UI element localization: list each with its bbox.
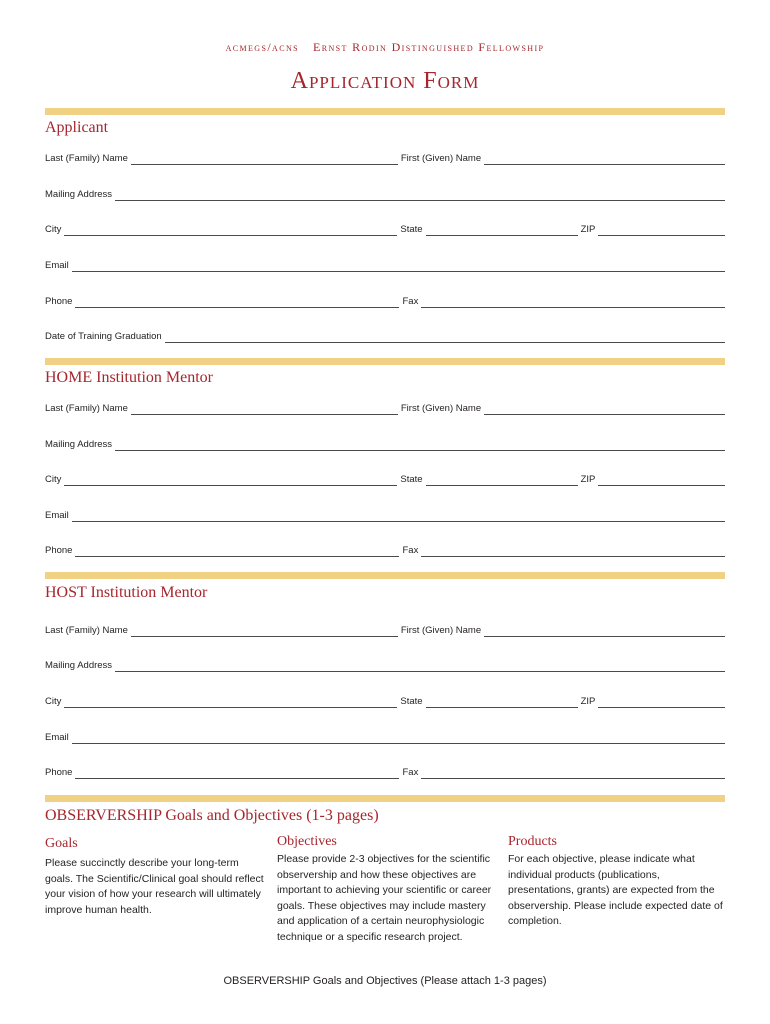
goals-description: Please succinctly describe your long-term goals. The Scientific/Clinical goal should reflect your vision of how your research will ultimately improve human health. (45, 857, 264, 916)
last-name-label: Last (Family) Name (45, 153, 128, 164)
mailing-address-label: Mailing Address (45, 439, 113, 450)
fax-field[interactable] (421, 298, 725, 308)
home-mentor-city-row (45, 472, 725, 486)
email-label: Email (45, 732, 69, 743)
section-divider (45, 358, 725, 365)
mailing-address-field[interactable] (115, 441, 725, 451)
phone-field[interactable] (75, 298, 399, 308)
section-divider (45, 572, 725, 579)
page-title: Application Form (290, 68, 480, 94)
phone-label: Phone (45, 296, 73, 307)
mailing-address-field[interactable] (115, 191, 725, 201)
state-field[interactable] (426, 698, 578, 708)
last-name-field[interactable] (131, 627, 398, 637)
page-header (0, 40, 770, 55)
fellowship-name: Ernst Rodin Distinguished Fellowship (313, 40, 545, 54)
zip-field[interactable] (598, 698, 725, 708)
state-label: State (400, 474, 423, 485)
first-name-field[interactable] (484, 155, 725, 165)
applicant-name-row (45, 151, 725, 165)
host-mentor-mailing-row (45, 658, 725, 672)
zip-label: ZIP (580, 474, 596, 485)
section-divider (45, 795, 725, 802)
fax-label: Fax (402, 545, 419, 556)
first-name-field[interactable] (484, 627, 725, 637)
email-field[interactable] (72, 734, 725, 744)
city-field[interactable] (64, 476, 397, 486)
last-name-label: Last (Family) Name (45, 403, 128, 414)
phone-label: Phone (45, 767, 73, 778)
goals-heading: Goals (45, 836, 78, 851)
home-mentor-name-row (45, 401, 725, 415)
applicant-mailing-row (45, 187, 725, 201)
state-field[interactable] (426, 226, 578, 236)
email-label: Email (45, 510, 69, 521)
fax-field[interactable] (421, 769, 725, 779)
zip-label: ZIP (580, 696, 596, 707)
last-name-field[interactable] (131, 155, 398, 165)
mailing-address-field[interactable] (115, 662, 725, 672)
first-name-field[interactable] (484, 405, 725, 415)
last-name-field[interactable] (131, 405, 398, 415)
applicant-city-row (45, 222, 725, 236)
host-mentor-email-row (45, 730, 725, 744)
zip-label: ZIP (580, 224, 596, 235)
phone-field[interactable] (75, 547, 399, 557)
applicant-email-row (45, 258, 725, 272)
first-name-label: First (Given) Name (400, 625, 482, 636)
state-label: State (400, 696, 423, 707)
host-mentor-phone-row (45, 765, 725, 779)
home-mentor-mailing-row (45, 437, 725, 451)
first-name-label: First (Given) Name (400, 153, 482, 164)
org-name: acmegs/acns (225, 40, 299, 54)
fax-field[interactable] (421, 547, 725, 557)
objectives-heading: Objectives (277, 834, 337, 849)
city-label: City (45, 474, 62, 485)
section-title-host-mentor: HOST Institution Mentor (45, 584, 208, 601)
products-heading: Products (508, 834, 557, 849)
fax-label: Fax (402, 296, 419, 307)
state-label: State (400, 224, 423, 235)
phone-field[interactable] (75, 769, 399, 779)
city-label: City (45, 224, 62, 235)
email-field[interactable] (72, 512, 725, 522)
applicant-phone-row (45, 294, 725, 308)
section-title-home-mentor: HOME Institution Mentor (45, 369, 213, 386)
home-mentor-email-row (45, 508, 725, 522)
home-mentor-phone-row (45, 543, 725, 557)
applicant-graduation-row (45, 329, 725, 343)
products-description: For each objective, please indicate what individual products (publications, presentations, grants) are expected from the observership. Please include expected date of completion. (508, 853, 723, 927)
city-label: City (45, 696, 62, 707)
mailing-address-label: Mailing Address (45, 660, 113, 671)
host-mentor-city-row (45, 694, 725, 708)
attachment-note: OBSERVERSHIP Goals and Objectives (Please attach 1-3 pages) (223, 975, 547, 987)
state-field[interactable] (426, 476, 578, 486)
first-name-label: First (Given) Name (400, 403, 482, 414)
zip-field[interactable] (598, 226, 725, 236)
objectives-description: Please provide 2-3 objectives for the scientific observership and how these objectives are important to achieving your scientific or career goals. These objectives may include mastery and application of a certain neurophysiologic technique or a specific research project. (277, 853, 492, 943)
section-title-applicant: Applicant (45, 119, 109, 136)
last-name-label: Last (Family) Name (45, 625, 128, 636)
fax-label: Fax (402, 767, 419, 778)
zip-field[interactable] (598, 476, 725, 486)
graduation-date-label: Date of Training Graduation (45, 331, 162, 342)
email-field[interactable] (72, 262, 725, 272)
phone-label: Phone (45, 545, 73, 556)
host-mentor-name-row (45, 623, 725, 637)
section-divider (45, 108, 725, 115)
city-field[interactable] (64, 226, 397, 236)
email-label: Email (45, 260, 69, 271)
section-title-observership: OBSERVERSHIP Goals and Objectives (1-3 pages) (45, 807, 379, 824)
mailing-address-label: Mailing Address (45, 189, 113, 200)
graduation-date-field[interactable] (165, 333, 725, 343)
city-field[interactable] (64, 698, 397, 708)
